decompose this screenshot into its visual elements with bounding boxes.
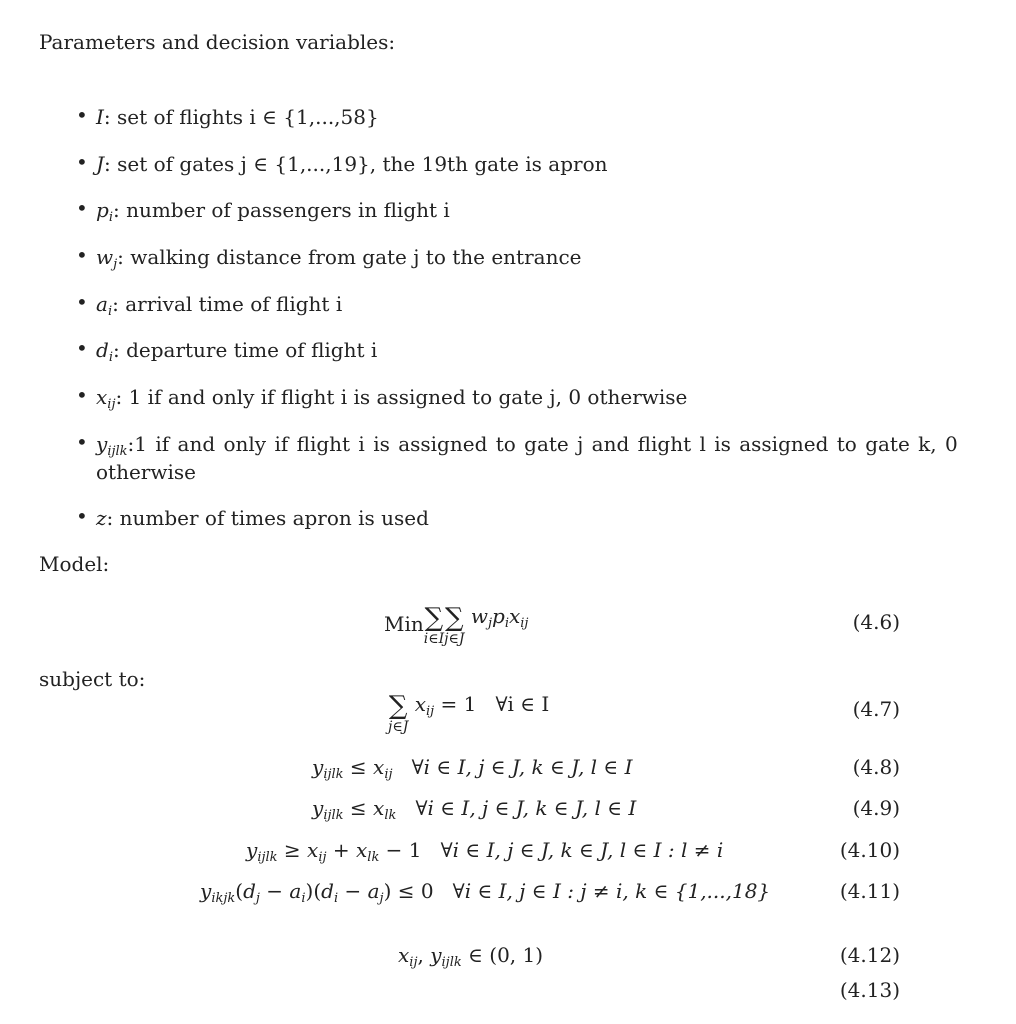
- constraint-4-9: $y_{ijlk} \le x_{lk}$ ∀i ∈ I, j ∈ J, k ∈ J, l ∈ I: [312, 796, 637, 823]
- item-text: : arrival time of flight i: [112, 292, 343, 316]
- constraint-4-8: $y_{ijlk} \le x_{ij}$ ∀i ∈ I, j ∈ J, k ∈ J, l ∈ I: [312, 755, 633, 782]
- forall-condition: ∀i ∈ I, j ∈ J, k ∈ J, l ∈ I : l ≠ i: [440, 838, 724, 862]
- equation-number: (4.8): [852, 755, 900, 779]
- item-text: : walking distance from gate j to the entrance: [117, 245, 582, 269]
- symbol: J: [96, 152, 105, 176]
- equation-number: (4.10): [839, 838, 900, 862]
- bullet-icon: •: [76, 290, 88, 314]
- subscript: i: [108, 210, 113, 225]
- bullet-icon: •: [76, 430, 88, 454]
- model-heading: Model:: [39, 552, 110, 576]
- item-text: : set of gates j ∈ {1,...,19}, the 19th gate is apron: [104, 152, 608, 176]
- symbol: a: [96, 292, 108, 316]
- constraint-4-11: $y_{ikjk}(d_j - a_i)(d_i - a_j) \le 0$ ∀i ∈ I, j ∈ I : j ≠ i, k ∈ {1,...,18}: [200, 879, 771, 906]
- constraint-4-12: $x_{ij}$, $y_{ijlk}$ ∈ (0, 1): [398, 943, 544, 970]
- set-label: J: [458, 630, 465, 647]
- sum-over-j: ∑ j∈J: [444, 602, 465, 647]
- symbol: z: [96, 506, 107, 530]
- params-heading: Parameters and decision variables:: [39, 30, 396, 54]
- symbol: x: [96, 385, 108, 409]
- subscript: ijlk: [107, 444, 128, 459]
- constraint-4-10: $y_{ijlk} \ge x_{ij} + x_{lk} - 1$ ∀i ∈ I, j ∈ J, k ∈ J, l ∈ I : l ≠ i: [246, 838, 724, 865]
- item-text: :1 if and only if flight i is assigned to gate j and flight l is assigned to gate k, 0: [127, 432, 958, 456]
- item-text: : number of passengers in flight i: [112, 198, 450, 222]
- bullet-icon: •: [76, 150, 88, 174]
- set-label: I: [438, 630, 445, 647]
- bullet-icon: •: [76, 336, 88, 360]
- forall-condition: ∀i ∈ I, j ∈ J, k ∈ J, l ∈ I: [415, 796, 637, 820]
- forall-condition: ∀i ∈ I, j ∈ J, k ∈ J, l ∈ I: [411, 755, 633, 779]
- objective-equation: Min ∑ i∈I ∑ j∈J $w_jp_ix_{ij}$: [384, 602, 529, 647]
- item-text: : set of flights i ∈ {1,...,58}: [103, 105, 379, 129]
- sum-limit: j∈J: [388, 718, 409, 735]
- subscript: j: [113, 257, 118, 272]
- bullet-icon: •: [76, 383, 88, 407]
- item-text: : number of times apron is used: [106, 506, 429, 530]
- symbol: d: [96, 338, 109, 362]
- equation-number: (4.6): [852, 610, 900, 634]
- bullet-icon: •: [76, 196, 88, 220]
- subject-to-heading: subject to:: [39, 667, 146, 691]
- item-text: : 1 if and only if flight i is assigned to gate j, 0 otherwise: [115, 385, 688, 409]
- subscript: i: [107, 304, 113, 319]
- constraint-rhs: = 1 ∀i ∈ I: [440, 692, 550, 716]
- symbol: p: [96, 198, 109, 222]
- equation-number: (4.9): [852, 796, 900, 820]
- bullet-icon: •: [76, 504, 88, 528]
- min-label: Min: [384, 612, 424, 636]
- symbol: I: [96, 105, 104, 129]
- item-text: : departure time of flight i: [112, 338, 378, 362]
- symbol: y: [96, 432, 108, 456]
- constraint-4-7: ∑ j∈J $x_{ij} = 1$ ∀i ∈ I: [388, 690, 550, 735]
- item-text-continued: otherwise: [96, 460, 196, 484]
- equation-number: (4.13): [839, 978, 900, 1002]
- symbol: w: [96, 245, 114, 269]
- equation-number: (4.7): [852, 697, 900, 721]
- sum-over-i: ∑ i∈I: [423, 602, 445, 647]
- subscript: i: [108, 350, 113, 365]
- bullet-icon: •: [76, 103, 88, 127]
- equation-number: (4.12): [839, 943, 900, 967]
- domain-set: ∈ (0, 1): [468, 943, 544, 967]
- forall-condition: ∀i ∈ I, j ∈ I : j ≠ i, k ∈ {1,...,18}: [452, 879, 771, 903]
- weight-symbol: w: [470, 604, 488, 628]
- bullet-icon: •: [76, 243, 88, 267]
- subscript: ij: [107, 397, 116, 412]
- equation-number: (4.11): [839, 879, 900, 903]
